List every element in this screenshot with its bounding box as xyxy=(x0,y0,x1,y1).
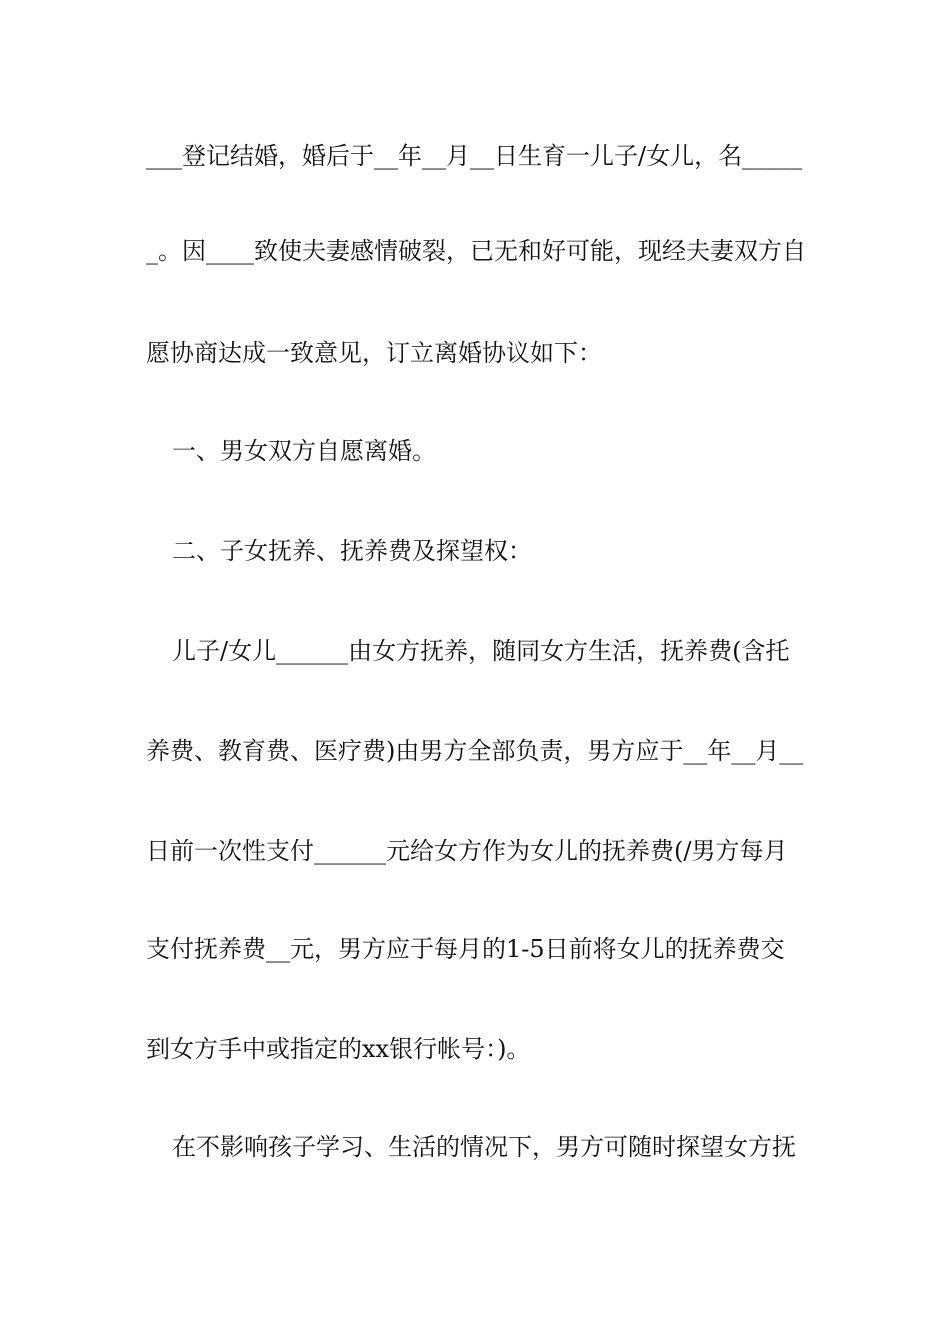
section-heading: 二、子女抚养、抚养费及探望权： xyxy=(172,537,532,565)
text-line: 支付抚养费__元，男方应于每月的1-5日前将女儿的抚养费交 xyxy=(146,935,785,963)
text-line: 在不影响孩子学习、生活的情况下，男方可随时探望女方抚 xyxy=(172,1133,796,1161)
text-line: _。因____致使夫妻感情破裂，已无和好可能，现经夫妻双方自 xyxy=(146,237,806,265)
text-line: 到女方手中或指定的xx银行帐号：)。 xyxy=(146,1035,531,1063)
text-line: 愿协商达成一致意见，订立离婚协议如下： xyxy=(146,339,602,367)
text-line: ___登记结婚，婚后于__年__月__日生育一儿子/女儿，名_____ xyxy=(146,142,803,170)
text-line: 儿子/女儿______由女方抚养，随同女方生活，抚养费(含托 xyxy=(172,637,790,665)
text-line: 养费、教育费、医疗费)由男方全部负责，男方应于__年__月__ xyxy=(146,737,804,765)
section-heading: 一、男女双方自愿离婚。 xyxy=(172,437,436,465)
text-line: 日前一次性支付______元给女方作为女儿的抚养费(/男方每月 xyxy=(146,837,788,865)
